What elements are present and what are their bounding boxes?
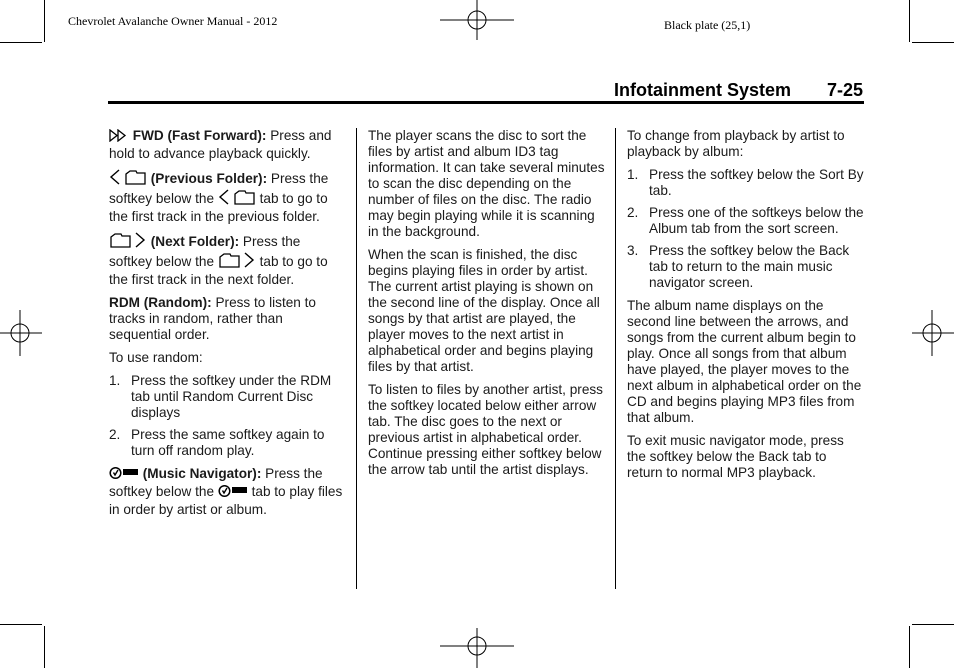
section-title: Infotainment System (614, 80, 792, 100)
prev-folder-text-b: tab to go to the first track in the previous folder. (109, 191, 328, 224)
list-item: 2. Press one of the softkeys below the Album tab from the sort screen. (627, 205, 864, 236)
another-artist-paragraph: To listen to files by another artist, press the softkey located below either arrow tab. The disc goes to the next or previous artist in alphabetical order. Continue pressing either softkey below the arrow tab until the artist displays. (368, 382, 603, 477)
random-text: Press to listen to tracks in random, rather than sequential order. (109, 295, 316, 342)
music-navigator-text-a: Press the softkey below the (109, 466, 323, 499)
column-1 (109, 128, 345, 525)
prev-folder-text-a: Press the softkey below the (109, 171, 329, 206)
prev-folder-label: (Previous Folder): (150, 171, 268, 186)
next-folder-text-b: tab to go to the first track in the next folder. (109, 254, 328, 287)
fwd-text: Press and hold to advance playback quickly. (109, 128, 332, 161)
registration-mark-right (912, 310, 954, 356)
change-playback-paragraph: To change from playback by artist to playback by album: (627, 128, 845, 159)
page-number: 7-25 (827, 80, 864, 100)
crop-mark (912, 42, 954, 43)
list-item: 3. Press the softkey below the Back tab to return to the main music navigator screen. (627, 243, 850, 290)
registration-mark-top (440, 0, 514, 44)
music-navigator-text-b: tab to play files in order by artist or album. (109, 484, 343, 517)
music-navigator-icon (109, 466, 139, 484)
registration-mark-left (0, 310, 42, 356)
list-item: 1. Press the softkey below the Sort By tab. (627, 167, 864, 198)
plate-label: Black plate (25,1) (664, 18, 751, 32)
scan-paragraph: The player scans the disc to sort the files by artist and album ID3 tag information. It can take several minutes to scan the disc depending on the number of files on the disc. The radio may begin playing while it is scanning in the background. (368, 128, 605, 239)
manual-title: Chevrolet Avalanche Owner Manual - 2012 (68, 14, 278, 28)
fwd-label: FWD (Fast Forward): (132, 128, 267, 143)
music-navigator-icon (218, 484, 248, 502)
crop-mark (909, 0, 910, 42)
next-folder-icon (109, 232, 147, 252)
next-folder-icon (218, 252, 256, 272)
column-2 (368, 128, 606, 485)
exit-navigator-paragraph: To exit music navigator mode, press the softkey below the Back tab to return to normal MP3 playback. (627, 433, 844, 480)
column-3 (627, 128, 865, 488)
next-folder-label: (Next Folder): (150, 234, 240, 249)
music-navigator-paragraph (109, 466, 345, 518)
music-navigator-label: (Music Navigator): (142, 466, 262, 481)
crop-mark (44, 626, 45, 668)
list-item: 1. Press the softkey under the RDM tab until Random Current Disc displays (109, 373, 332, 420)
album-steps (627, 167, 865, 291)
random-steps (109, 373, 345, 459)
previous-folder-icon (109, 169, 147, 189)
next-folder-text-a: Press the softkey below the (109, 234, 301, 269)
crop-mark (0, 42, 42, 43)
random-label: RDM (Random): (109, 295, 212, 310)
crop-mark (0, 624, 42, 625)
to-use-random: To use random: (109, 350, 203, 365)
album-name-paragraph: The album name displays on the second line between the arrows, and songs from the current album begin to play. Once all songs from that album have played, the player moves to the next album in alphabetical order on the CD and begins playing MP3 files from that album. (627, 298, 862, 425)
crop-mark (912, 624, 954, 625)
list-item: 2. Press the same softkey again to turn off random play. (109, 427, 325, 458)
next-folder-paragraph (109, 232, 345, 288)
fwd-paragraph (109, 128, 345, 162)
header-rule (108, 101, 864, 104)
column-divider (356, 128, 357, 589)
fast-forward-icon (109, 129, 129, 146)
scan-finished-paragraph: When the scan is finished, the disc begins playing files in order by artist. The current artist playing is shown on the second line of the display. Once all songs by that artist are played, the player moves to the next artist in alphabetical order and begins playing files by that artist. (368, 247, 600, 374)
previous-folder-icon (218, 189, 256, 209)
registration-mark-bottom (440, 626, 514, 668)
column-divider (615, 128, 616, 589)
crop-mark (909, 626, 910, 668)
crop-mark (44, 0, 45, 42)
random-paragraph (109, 295, 345, 343)
prev-folder-paragraph (109, 169, 345, 225)
